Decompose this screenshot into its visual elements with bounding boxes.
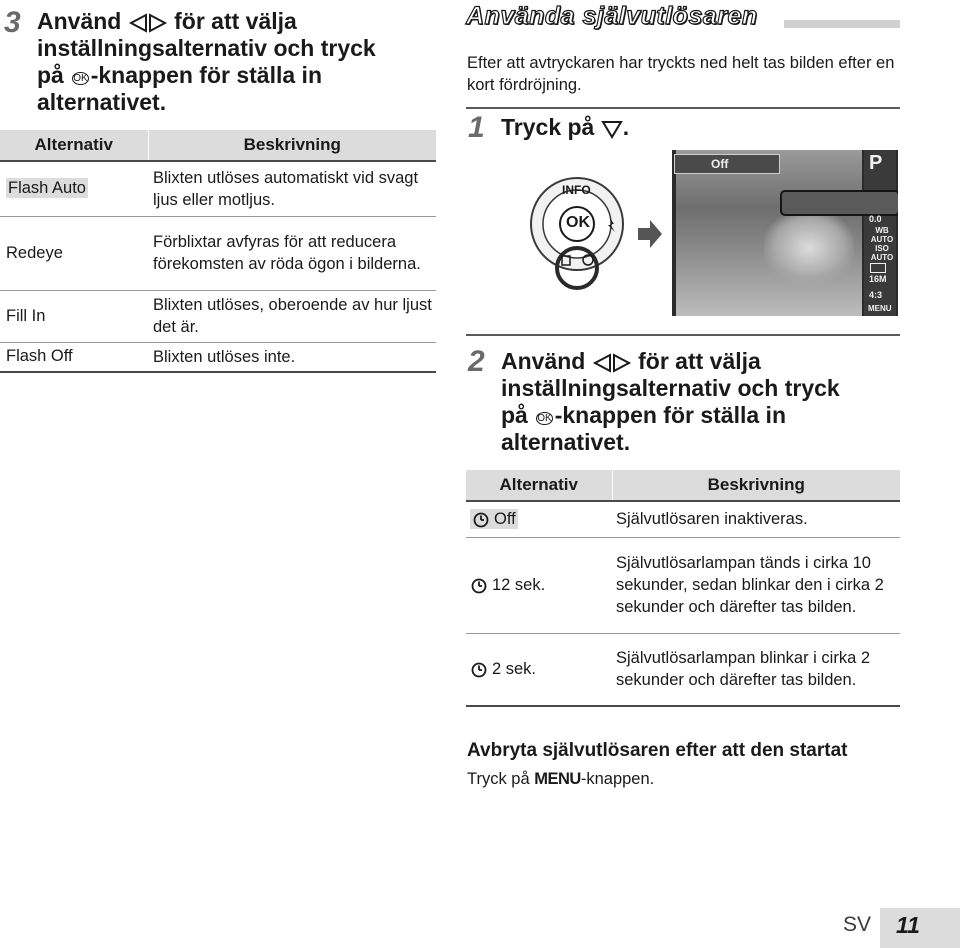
- option-description: Blixten utlöses, oberoende av hur ljust det är.: [148, 290, 436, 342]
- option-description: Blixten utlöses automatiskt vid svagt ljus eller motljus.: [148, 161, 436, 216]
- option-off-label: Off: [494, 509, 516, 528]
- timer-options-bar: [780, 190, 898, 216]
- step-2-line3-suffix: -knappen för ställa in: [554, 402, 787, 428]
- self-timer-icon: [472, 510, 490, 528]
- table-row: [0, 216, 436, 290]
- menu-key-label: MENU: [534, 770, 581, 788]
- step-3-number: 3: [4, 6, 21, 39]
- self-timer-options-table: [466, 470, 900, 707]
- option-description: Förblixtar avfyras för att reducera förekomsten av röda ögon i bilderna.: [148, 216, 436, 290]
- aspect-ratio-indicator: 4:3: [869, 290, 883, 300]
- flash-options-table: [0, 130, 436, 373]
- arrow-right-icon: [148, 13, 168, 33]
- self-timer-icon: [470, 576, 488, 594]
- step-3-line2: inställningsalternativ och tryck: [37, 35, 376, 61]
- ok-label: OK: [566, 214, 590, 231]
- option-off: [470, 509, 518, 529]
- timer-status-text: Off: [711, 157, 729, 171]
- ok-button-icon: OK: [537, 413, 552, 424]
- option-description: Självutlösarlampan tänds i cirka 10 sekunder, sedan blinkar den i cirka 2 sekunder och därefter tas bilden.: [612, 537, 900, 633]
- step-3-line3-prefix: på: [37, 62, 64, 88]
- arrow-right-icon: [636, 218, 664, 250]
- divider: [466, 334, 900, 336]
- option-description: Blixten utlöses inte.: [148, 342, 436, 372]
- option-description: Självutlösarlampan blinkar i cirka 2 sekunder och därefter tas bilden.: [612, 633, 900, 706]
- self-timer-icon: [470, 660, 488, 678]
- subject-figure: [764, 210, 854, 286]
- table-header-option: Alternativ: [466, 470, 612, 501]
- step-2-line3-prefix: på: [501, 402, 528, 428]
- image-size-indicator: 16M: [869, 274, 887, 284]
- step-2-instruction: [501, 348, 900, 456]
- info-label: INFO: [562, 183, 591, 197]
- arrow-left-icon: [128, 13, 148, 33]
- step-1-text: Tryck på: [501, 114, 595, 140]
- table-row: [466, 501, 900, 537]
- drive-mode-icon: [870, 263, 886, 273]
- option-2-sec-label: 2 sek.: [492, 659, 537, 678]
- table-row: [0, 290, 436, 342]
- option-fill-in: Fill In: [0, 290, 148, 342]
- step-1-instruction: [501, 114, 629, 141]
- option-flash-off: Flash Off: [0, 342, 148, 372]
- timer-status-bar: [674, 154, 780, 174]
- section-title-bar: [784, 20, 900, 28]
- step-3-line4: alternativet.: [37, 89, 167, 115]
- cancel-text: [467, 768, 654, 790]
- step-2-line4: alternativet.: [501, 429, 631, 455]
- menu-indicator: MENU: [868, 304, 892, 313]
- iso-indicator: ISO AUTO: [870, 244, 894, 262]
- option-description: Självutlösaren inaktiveras.: [612, 501, 900, 537]
- step-2-number: 2: [468, 345, 485, 378]
- footer-page-box: [880, 908, 960, 948]
- page-number: 11: [896, 912, 920, 938]
- exposure-value: 0.0: [869, 214, 882, 224]
- step-3-instruction: [37, 8, 437, 116]
- step-3-line3-suffix: -knappen för ställa in: [90, 62, 323, 88]
- divider: [466, 107, 900, 109]
- ok-button-icon: OK: [73, 73, 88, 84]
- table-header-description: Beskrivning: [612, 470, 900, 501]
- option-flash-auto: Flash Auto: [8, 179, 86, 198]
- section-title: Använda självutlösaren: [466, 2, 758, 30]
- cancel-text-suffix: -knappen.: [580, 770, 655, 788]
- table-header-option: Alternativ: [0, 130, 148, 161]
- table-header-description: Beskrivning: [148, 130, 436, 161]
- step-3-line1-prefix: Använd: [37, 8, 122, 34]
- step-3-line1-suffix: för att välja: [174, 8, 297, 34]
- arrow-right-icon: [612, 353, 632, 373]
- step-1-number: 1: [468, 111, 485, 144]
- option-12-sec: [466, 537, 612, 633]
- table-row: [0, 161, 436, 216]
- step-1-suffix: .: [622, 114, 630, 140]
- option-redeye: Redeye: [0, 216, 148, 290]
- option-12-sec-label: 12 sek.: [492, 575, 546, 594]
- step-2-line2: inställningsalternativ och tryck: [501, 375, 840, 401]
- option-2-sec: [466, 633, 612, 706]
- camera-screen: [672, 150, 898, 316]
- step-2-line1-suffix: för att välja: [638, 348, 761, 374]
- arrow-down-icon: [601, 119, 623, 139]
- table-row: [0, 342, 436, 372]
- wb-indicator: WB AUTO: [870, 226, 894, 244]
- section-intro: Efter att avtryckaren har tryckts ned helt tas bilden efter en kort fördröjning.: [467, 54, 895, 94]
- arrow-left-icon: [592, 353, 612, 373]
- footer-language: SV: [843, 913, 872, 936]
- cancel-heading: Avbryta självutlösaren efter att den startat: [467, 740, 848, 761]
- table-row: [466, 633, 900, 706]
- table-row: [466, 537, 900, 633]
- step-2-line1-prefix: Använd: [501, 348, 586, 374]
- cancel-text-prefix: Tryck på: [467, 770, 530, 788]
- mode-indicator: P: [869, 152, 883, 174]
